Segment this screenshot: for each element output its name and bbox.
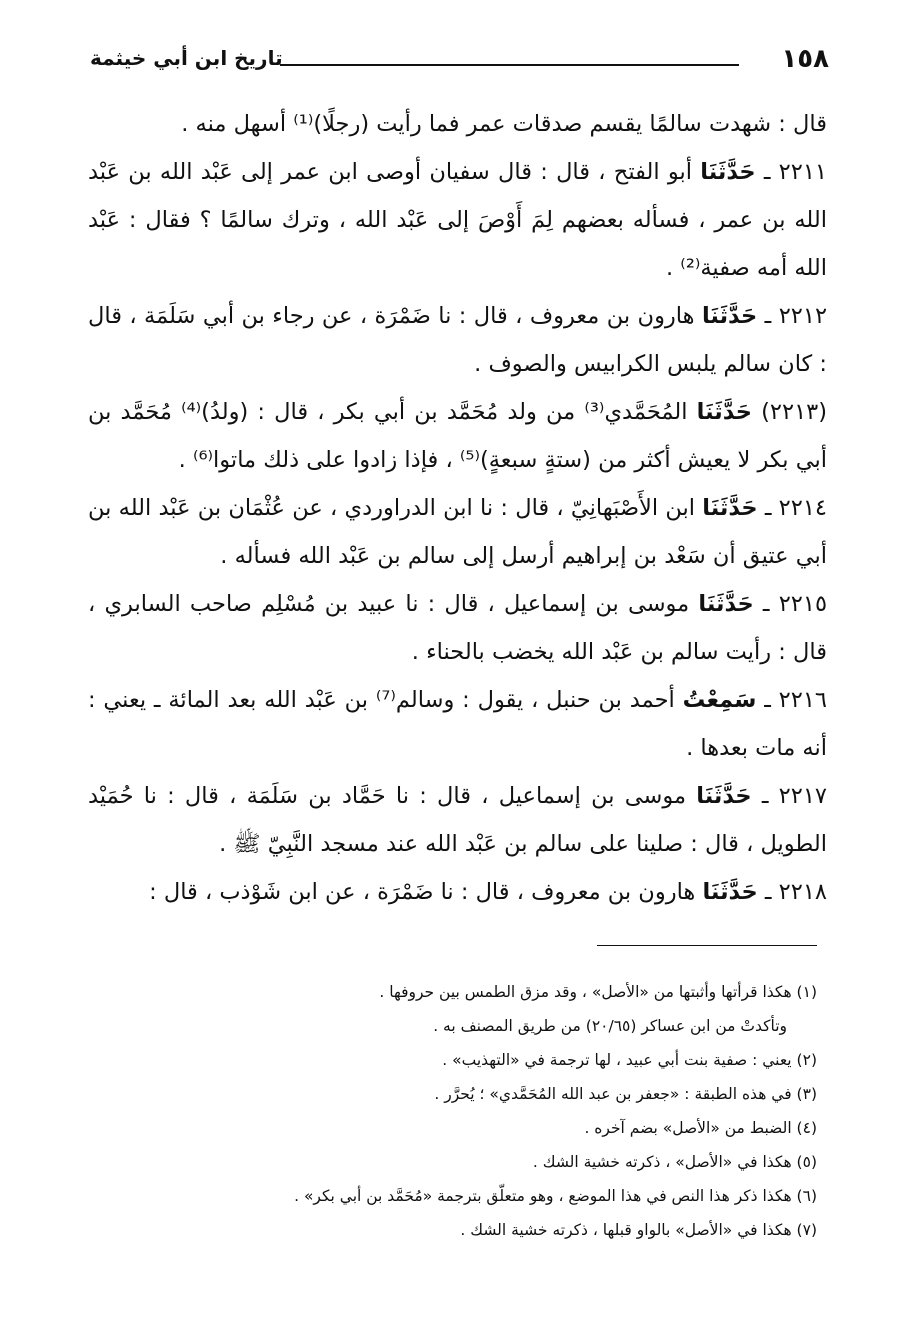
footnote-1-continuation: وتأكدتْ من ابن عساكر (٢٠/٦٥) من طريق المصنف به .	[433, 1017, 787, 1035]
entry-number: ٢٢١٤ ـ	[764, 495, 828, 521]
footnote-separator	[597, 945, 817, 946]
entry-keyword: حَدَّثَنَا	[702, 495, 758, 521]
entry-keyword: حَدَّثَنَا	[696, 783, 752, 809]
entry-keyword: حَدَّثَنَا	[701, 303, 758, 329]
footnotes	[90, 975, 817, 1247]
entry-text: هارون بن معروف ، قال : نا ضَمْرَة ، عن رجاء بن أبي سَلَمَة ، قال : كان سالم يلبس الكرابيس والصوف .	[88, 303, 827, 377]
entry-keyword: حَدَّثَنَا	[698, 591, 754, 617]
entry-keyword: سَمِعْتُ	[682, 687, 757, 713]
entry-2214	[88, 484, 827, 580]
footnote-7: (٧) هكذا في «الأصل» بالواو قبلها ، ذكرته خشية الشك .	[460, 1221, 817, 1239]
entry-2211	[88, 148, 827, 292]
entry-keyword: حَدَّثَنَا	[702, 879, 758, 905]
entry-number: ٢٢١٨ ـ	[764, 879, 827, 905]
entry-number: ٢٢١١ ـ	[763, 159, 828, 185]
entry-text: المُحَمَّدي⁽³⁾ من ولد مُحَمَّد بن أبي بكر ، قال : (ولدُ)⁽⁴⁾ مُحَمَّد بن أبي بكر لا يعيش أكثر من (ستةٍ سبعةٍ)⁽⁵⁾ ، فإذا زادوا على ذلك ماتوا⁽⁶⁾ .	[88, 399, 827, 473]
footnote-2: (٢) يعني : صفية بنت أبي عبيد ، لها ترجمة في «التهذيب» .	[442, 1051, 817, 1069]
book-title: تاريخ ابن أبي خيثمة	[90, 46, 283, 70]
page-number: ١٥٨	[781, 44, 829, 74]
entry-2216	[88, 676, 827, 772]
entry-text: موسى بن إسماعيل ، قال : نا حَمَّاد بن سَلَمَة ، قال : نا حُمَيْد الطويل ، قال : صلينا على سالم بن عَبْد الله عند مسجد النَّبِيّ ﷺ .	[88, 783, 827, 857]
entry-keyword: حَدَّثَنَا	[700, 159, 756, 185]
entry-keyword: حَدَّثَنَا	[696, 399, 752, 425]
page-header	[90, 40, 829, 80]
footnote-4: (٤) الضبط من «الأصل» بضم آخره .	[584, 1119, 817, 1137]
entry-number: ٢٢١٧ ـ	[761, 783, 827, 809]
paragraph-continuation: قال : شهدت سالمًا يقسم صدقات عمر فما رأيت (رجلًا)⁽¹⁾ أسهل منه .	[181, 111, 827, 137]
entry-2215	[88, 580, 827, 676]
footnote-5: (٥) هكذا في «الأصل» ، ذكرته خشية الشك .	[532, 1153, 817, 1171]
entry-2212	[88, 292, 827, 388]
entry-number: ٢٢١٦ ـ	[764, 687, 827, 713]
entry-number: (٢٢١٣)	[761, 399, 828, 425]
footnote-6: (٦) هكذا ذكر هذا النص في هذا الموضع ، وهو متعلّق بترجمة «مُحَمَّد بن أبي بكر» .	[294, 1187, 817, 1205]
entry-text: أبو الفتح ، قال : قال سفيان أوصى ابن عمر إلى عَبْد الله بن عَبْد الله بن عمر ، فسأله بعضهم لِمَ أَوْصَ إلى عَبْد الله ، وترك سالمًا ؟ فقال : عَبْد الله أمه صفية⁽²⁾ .	[88, 159, 827, 281]
entry-number: ٢٢١٥ ـ	[762, 591, 828, 617]
entry-2213	[88, 388, 827, 484]
header-rule	[280, 64, 739, 66]
entry-number: ٢٢١٢ ـ	[764, 303, 828, 329]
entry-2218	[88, 868, 827, 916]
entry-text: أحمد بن حنبل ، يقول : وسالم⁽⁷⁾ بن عَبْد الله بعد المائة ـ يعني : أنه مات بعدها .	[88, 687, 827, 761]
footnote-1: (١) هكذا قرأتها وأثبتها من «الأصل» ، وقد مزق الطمس بين حروفها .	[379, 983, 817, 1001]
footnote-3: (٣) في هذه الطبقة : «جعفر بن عبد الله المُحَمَّدي» ؛ يُحرَّر .	[434, 1085, 817, 1103]
entry-2217	[88, 772, 827, 868]
body-text	[88, 100, 827, 916]
entry-text: موسى بن إسماعيل ، قال : نا عبيد بن مُسْلِم صاحب السابري ، قال : رأيت سالم بن عَبْد الله يخضب بالحناء .	[88, 591, 827, 665]
entry-text: هارون بن معروف ، قال : نا ضَمْرَة ، عن ابن شَوْذب ، قال :	[149, 879, 696, 905]
entry-text: ابن الأَصْبَهانِيّ ، قال : نا ابن الدراوردي ، عن عُثْمَان بن عَبْد الله بن أبي عتيق أن سَعْد بن إبراهيم أرسل إلى سالم بن عَبْد الله فسأله .	[88, 495, 827, 569]
